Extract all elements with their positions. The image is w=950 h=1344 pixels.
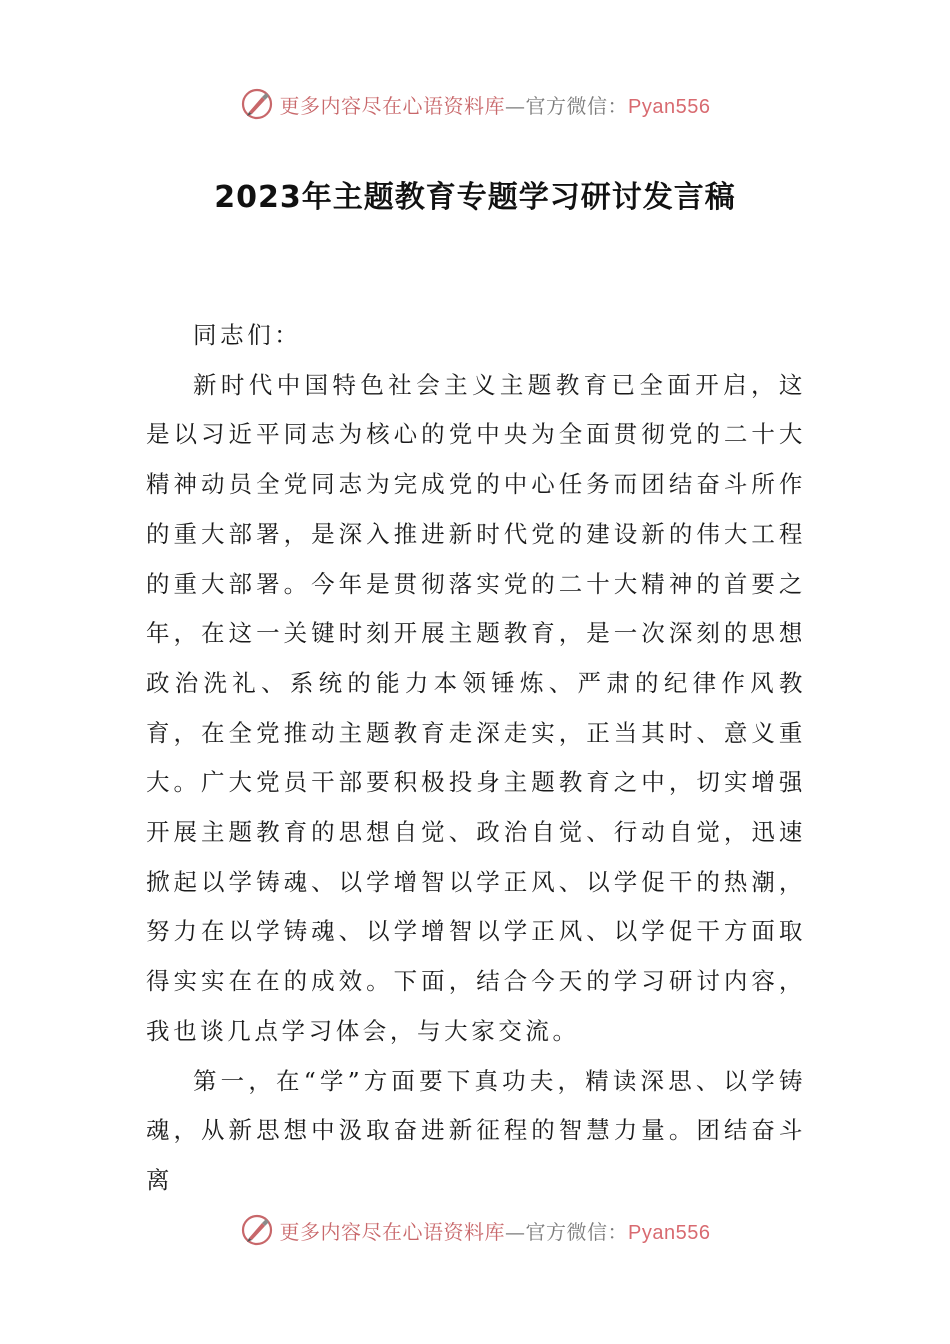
watermark-main: 更多内容尽在心语资料库 <box>279 93 506 118</box>
watermark-footer <box>0 1208 950 1252</box>
watermark-official: 官方微信： <box>525 93 629 118</box>
document-body <box>146 311 806 1206</box>
document-title: 2023年主题教育专题学习研讨发言稿 <box>214 180 736 215</box>
watermark-main: 更多内容尽在心语资料库 <box>279 1219 506 1244</box>
watermark-separator: — <box>505 93 526 118</box>
watermark-separator: — <box>505 1219 526 1244</box>
pen-logo-icon <box>240 1213 274 1247</box>
paragraph: 第一，在“学”方面要下真功夫，精读深思、以学铸魂，从新思想中汲取奋进新征程的智慧力量。团结奋斗离 <box>146 1066 806 1194</box>
watermark-official: 官方微信： <box>525 1219 629 1244</box>
paragraph: 新时代中国特色社会主义主题教育已全面开启，这是以习近平同志为核心的党中央为全面贯彻党的二十大精神动员全党同志为完成党的中心任务而团结奋斗所作的重大部署，是深入推进新时代党的建设新的伟大工程的重大部署。今年是贯彻落实党的二十大精神的首要之年，在这一关键时刻开展主题教育，是一次深刻的思想政治洗礼、系统的能力本领锤炼、严肃的纪律作风教育，在全党推动主题教育走深走实，正当其时、意义重大。广大党员干部要积极投身主题教育之中，切实增强开展主题教育的思想自觉、政治自觉、行动自觉，迅速掀起以学铸魂、以学增智以学正风、以学促干的热潮，努力在以学铸魂、以学增智以学正风、以学促干方面取得实实在在的成效。下面，结合今天的学习研讨内容，我也谈几点学习体会，与大家交流。 <box>146 370 806 1045</box>
watermark-wechat-id: Pyan556 <box>628 1221 711 1244</box>
watermark-text <box>280 90 711 119</box>
watermark-wechat-id: Pyan556 <box>628 95 711 118</box>
watermark-text <box>280 1216 711 1245</box>
pen-logo-icon <box>240 87 274 121</box>
salutation: 同志们： <box>193 321 302 349</box>
watermark-header <box>0 82 950 126</box>
